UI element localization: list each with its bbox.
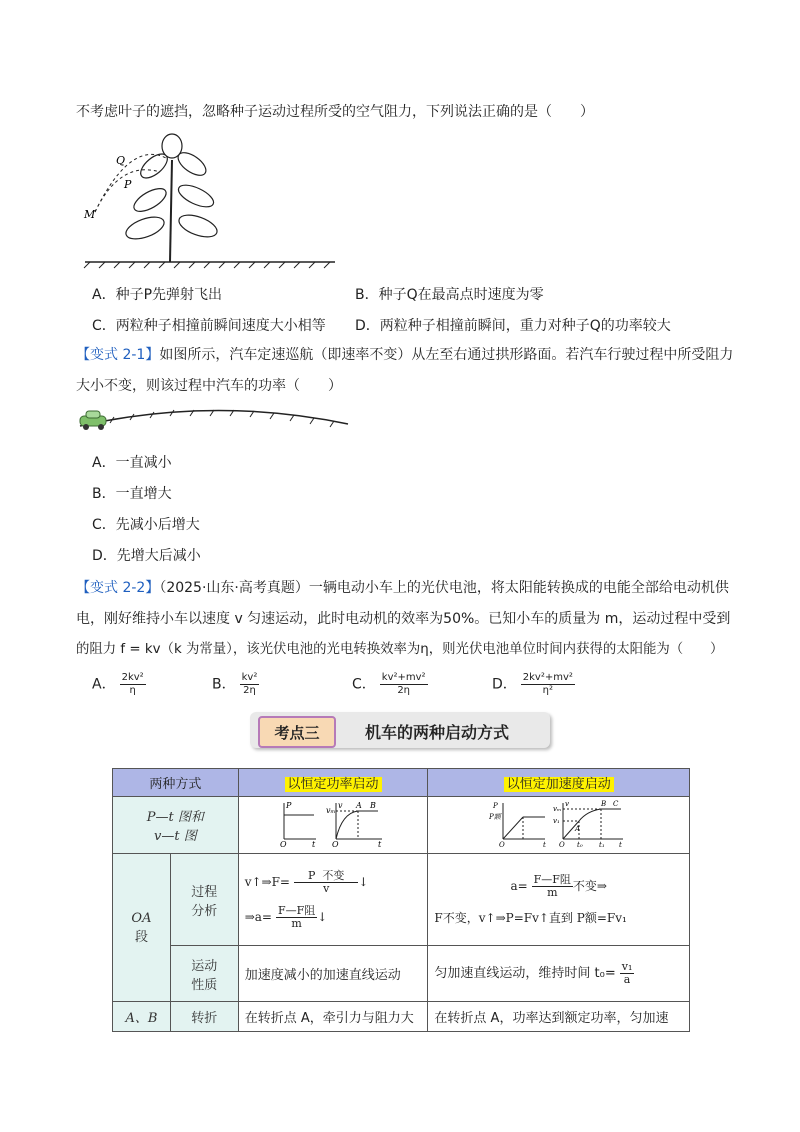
svg-text:A: A <box>356 801 362 810</box>
q1-option-b[interactable]: B．种子Q在最高点时速度为零 <box>355 287 544 303</box>
svg-text:A: A <box>574 825 580 833</box>
v22-option-a[interactable]: A． $\frac{\text{2kv²}}{\eta}$ <box>92 672 144 696</box>
svg-text:O: O <box>558 841 565 847</box>
v22-tag: 【变式 2-2】 <box>76 580 160 596</box>
svg-text:O: O <box>280 840 287 847</box>
svg-text:t: t <box>378 840 382 847</box>
v22-line2: 电，刚好维持小车以速度 v 匀速运动，此时电动机的效率为50%。已知小车的质量为 m，运动过程中受到 <box>76 611 731 627</box>
v21-option-d[interactable]: D．先增大后减小 <box>92 548 201 564</box>
svg-text:O: O <box>498 841 505 847</box>
graph-constant-accel <box>428 797 690 854</box>
svg-text:P: P <box>492 802 498 810</box>
motion-label: 运动 性质 <box>170 946 238 1002</box>
process-constant-accel: a= $\frac{\text{F—F阻}}{m}$ 不变⇒ F不变，v↑⇒P=Fv↑直到 P额=Fv₁ <box>428 854 690 946</box>
fraction: $\frac{\text{kv²+mv²}}{2\eta}$ <box>381 672 426 696</box>
v21-option-c[interactable]: C．先减小后增大 <box>92 517 200 533</box>
label-q: Q <box>116 154 126 167</box>
fraction: $\frac{\text{2kv²+mv²}}{\text{η²}}$ <box>522 672 573 696</box>
section-title: 机车的两种启动方式 <box>365 723 510 742</box>
svg-text:t: t <box>618 841 622 847</box>
pt-vt-graph-1 <box>278 799 388 847</box>
svg-text:C: C <box>612 800 619 808</box>
label-p: P <box>124 178 132 191</box>
svg-text:t: t <box>312 840 316 847</box>
q1-option-a[interactable]: A．种子P先弹射飞出 <box>92 287 223 303</box>
turn-label: 转折 <box>170 1002 238 1032</box>
svg-text:t: t <box>542 841 546 847</box>
fraction: $\frac{\text{kv²}}{2\eta}$ <box>241 672 258 696</box>
q1-option-c[interactable]: C．两粒种子相撞前瞬间速度大小相等 <box>92 318 326 334</box>
svg-text:B: B <box>370 801 376 810</box>
v21-option-b[interactable]: B．一直增大 <box>92 486 172 502</box>
motion-constant-power: 加速度减小的加速直线运动 <box>238 946 428 1002</box>
svg-text:v: v <box>564 800 569 808</box>
fraction: $\frac{\text{2kv²}}{\eta}$ <box>121 672 144 696</box>
v21-line2: 大小不变，则该过程中汽车的功率（ ） <box>76 378 342 394</box>
v22-option-c[interactable]: C． $\frac{\text{kv²+mv²}}{2\eta}$ <box>352 672 426 696</box>
v22-option-b[interactable]: B． $\frac{\text{kv²}}{2\eta}$ <box>212 672 258 696</box>
v22-line3: 的阻力 f = kv（k 为常量），该光伏电池的光电转换效率为η，则光伏电池单位时间内获得的太阳能为（ ） <box>76 642 724 657</box>
q1-option-d[interactable]: D．两粒种子相撞前瞬间，重力对种子Q的功率较大 <box>355 318 671 334</box>
v21-tag: 【变式 2-1】 <box>76 347 160 363</box>
svg-text:t₀: t₀ <box>576 841 583 847</box>
svg-text:P: P <box>286 801 292 810</box>
oa-segment-label: OA 段 <box>113 854 171 1002</box>
v21-option-a[interactable]: A．一直减小 <box>92 455 172 471</box>
v22-option-d[interactable]: D． $\frac{\text{2kv²+mv²}}{\text{η²}}$ <box>492 672 573 696</box>
graph-row-label: P—t 图和 v—t 图 <box>113 797 239 854</box>
v21-line1: 【变式 2-1】如图所示，汽车定速巡航（即速率不变）从左至右通过拱形路面。若汽车行驶过程中所受阻力 <box>76 347 734 363</box>
svg-text:v: v <box>338 801 343 810</box>
process-constant-power: v↑⇒F= $\frac{\text{P 不变}}{v}$ ↓ ⇒a= $\frac{\text{F—F阻}}{m}$ ↓ <box>238 854 428 946</box>
question-tail: 不考虑叶子的遮挡，忽略种子运动过程所受的空气阻力，下列说法正确的是（ ） <box>76 104 594 120</box>
svg-text:t₁: t₁ <box>598 841 605 847</box>
section-tag: 考点三 <box>258 716 336 748</box>
ab-label: A、B <box>113 1002 171 1032</box>
arch-road-figure <box>74 402 354 434</box>
graph-constant-power <box>238 797 428 854</box>
svg-text:v₁: v₁ <box>552 817 560 825</box>
turn-constant-power: 在转折点 A，牵引力与阻力大 <box>238 1002 428 1032</box>
pt-vt-graph-2 <box>489 799 629 847</box>
turn-constant-accel: 在转折点 A，功率达到额定功率，匀加速 <box>428 1002 690 1032</box>
motion-constant-accel: 匀加速直线运动，维持时间 t₀= $\frac{\text{v₁}}{a}$ <box>428 946 690 1002</box>
svg-text:B: B <box>600 800 606 808</box>
car-icon <box>80 411 106 430</box>
svg-text:O: O <box>332 840 339 847</box>
plant-figure <box>80 130 340 270</box>
v22-line1: 【变式 2-2】（2025·山东·高考真题）一辆电动小车上的光伏电池，将太阳能转换成的电能全部给电动机供 <box>76 580 729 596</box>
svg-text:vₘ: vₘ <box>326 806 336 815</box>
svg-text:vₘ: vₘ <box>552 805 561 813</box>
process-label: 过程 分析 <box>170 854 238 946</box>
table-header-constant-power: 以恒定功率启动 <box>238 769 428 797</box>
svg-text:P额: P额 <box>488 813 501 821</box>
label-m: M <box>84 208 96 221</box>
startup-table <box>112 768 690 1032</box>
table-header-methods: 两种方式 <box>113 769 239 797</box>
table-header-constant-accel: 以恒定加速度启动 <box>428 769 690 797</box>
